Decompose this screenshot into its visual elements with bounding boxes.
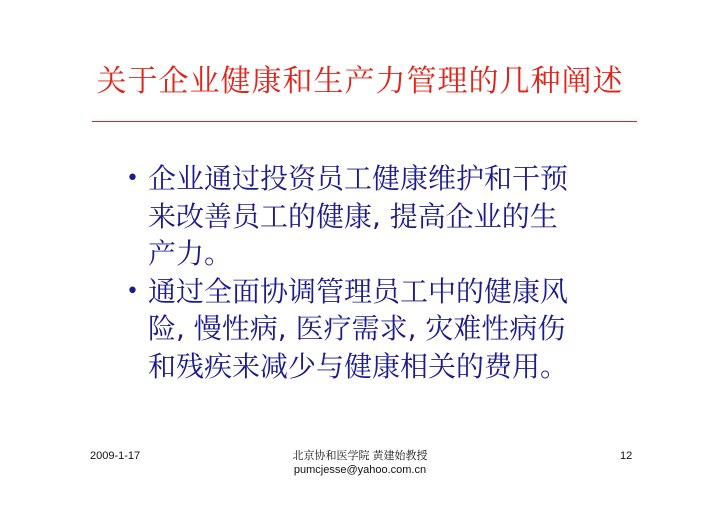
footer-author-email: pumcjesse@yahoo.com.cn xyxy=(293,464,427,476)
bullet-text: 企业通过投资员工健康维护和干预 来改善员工的健康, 提高企业的生 产力。 xyxy=(148,162,569,270)
footer-author xyxy=(270,449,450,477)
title-underline xyxy=(92,121,637,122)
footer-author-name: 北京协和医学院 黄建始教授 xyxy=(292,450,428,462)
slide-title: 关于企业健康和生产力管理的几种阐述 xyxy=(96,64,624,99)
bullet-item-2 xyxy=(120,273,620,386)
footer-page-number: 12 xyxy=(620,450,633,462)
footer-date: 2009-1-17 xyxy=(90,450,141,462)
bullet-text: 通过全面协调管理员工中的健康风 险, 慢性病, 医疗需求, 灾难性病伤 和残疾来减少与健康相关的费用。 xyxy=(148,274,569,383)
bullet-marker: • xyxy=(126,278,139,304)
bullet-marker: • xyxy=(126,166,139,191)
bullet-list xyxy=(120,160,620,385)
bullet-item-1 xyxy=(120,160,620,273)
